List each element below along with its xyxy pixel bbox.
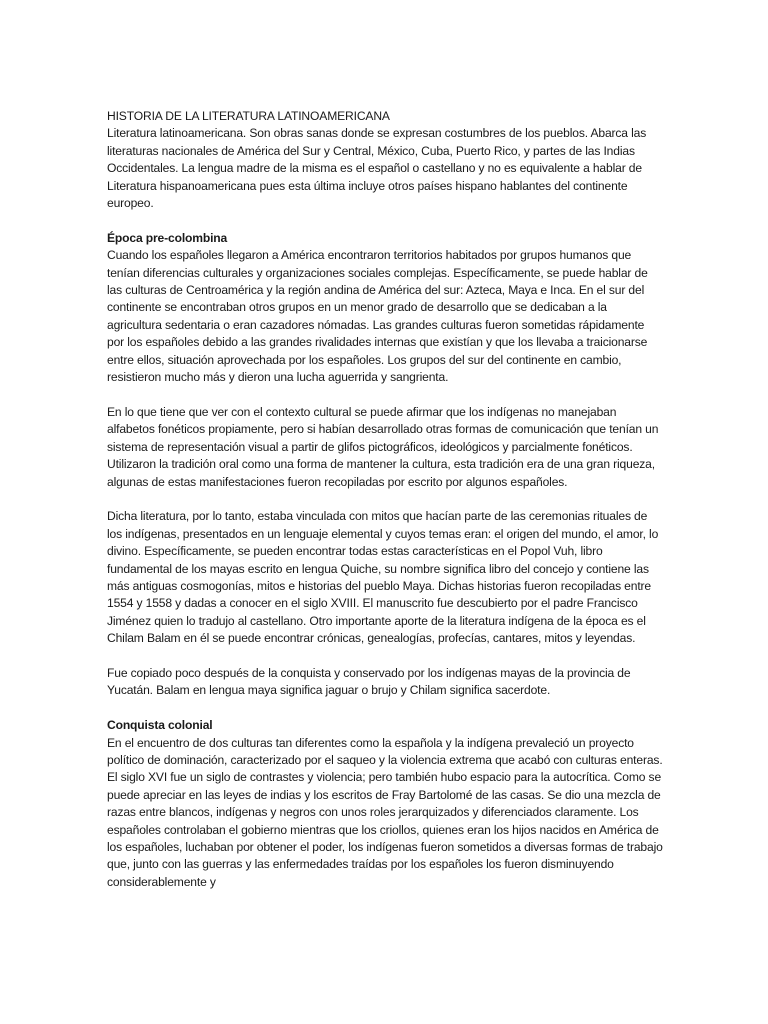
paragraph: Cuando los españoles llegaron a América encontraron territorios habitados por grupos humanos que tenían diferencias culturales y organizaciones sociales complejas. Específicamente, se puede hablar de las culturas de Centroamérica y la región andina de América del sur: Azteca, Maya e Inca. En el sur del continente se encontraban otros grupos en un menor grado de desarrollo que se dedicaban a la agricultura sedentaria o eran cazadores nómadas. Las grandes culturas fueron sometidas rápidamente por los españoles debido a las grandes rivalidades internas que existían y que los llevaba a traicionarse entre ellos, situación aprovechada por los españoles. Los grupos del sur del continente en cambio, resistieron mucho más y dieron una lucha aguerrida y sangrienta. (107, 248, 648, 385)
paragraph: En el encuentro de dos culturas tan diferentes como la española y la indígena prevaleció un proyecto político de dominación, caracterizado por el saqueo y la violencia extrema que acabó con culturas enteras. El siglo XVI fue un siglo de contrastes y violencia; pero también hubo espacio para la autocrítica. Como se puede apreciar en las leyes de indias y los escritos de Fray Bartolomé de las casas. Se dio una mezcla de razas entre blancos, indígenas y negros con unos roles jerarquizados y diferenciados claramente. Los españoles controlaban el gobierno mientras que los criollos, quienes eran los hijos nacidos en América de los españoles, luchaban por obtener el poder, los indígenas fueron sometidos a diversas formas de trabajo que, junto con las guerras y las enfermedades traídas por los españoles los fueron disminuyendo considerablemente y (107, 735, 663, 889)
spacer (107, 386, 663, 403)
spacer (107, 648, 663, 665)
spacer (107, 700, 663, 717)
document-page (107, 108, 663, 891)
intro-paragraph: Literatura latinoamericana. Son obras sanas donde se expresan costumbres de los pueblos. Abarca las literaturas nacionales de América del Sur y Central, México, Cuba, Puerto Rico, y partes de las Indias Occidentales. La lengua madre de la misma es el español o castellano y no es equivalente a hablar de Literatura hispanoamericana pues esta última incluye otros países hispano hablantes del continente europeo. (107, 126, 647, 211)
spacer (107, 212, 663, 229)
document-title: HISTORIA DE LA LITERATURA LATINOAMERICANA (107, 109, 390, 123)
spacer (107, 491, 663, 508)
section-heading-conquista-colonial: Conquista colonial (107, 718, 213, 733)
paragraph: En lo que tiene que ver con el contexto cultural se puede afirmar que los indígenas no manejaban alfabetos fonéticos propiamente, pero si habían desarrollado otras formas de comunicación que tenían un sistema de representación visual a partir de glifos pictográficos, ideológicos y parcialmente fonéticos. Utilizaron la tradición oral como una forma de mantener la cultura, esta tradición era de una gran riqueza, algunas de estas manifestaciones fueron recopiladas por escrito por algunos españoles. (107, 404, 659, 489)
paragraph: Dicha literatura, por lo tanto, estaba vinculada con mitos que hacían parte de las ceremonias rituales de los indígenas, presentados en un lenguaje elemental y cuyos temas eran: el origen del mundo, el amor, lo divino. Específicamente, se pueden encontrar todas estas características en el Popol Vuh, libro fundamental de los mayas escrito en lengua Quiche, su nombre significa libro del concejo y contiene las más antiguas cosmogonías, mitos e historias del pueblo Maya. Dichas historias fueron recopiladas entre 1554 y 1558 y dadas a conocer en el siglo XVIII. El manuscrito fue descubierto por el padre Francisco Jiménez quien lo tradujo al castellano. Otro importante aporte de la literatura indígena de la época es el Chilam Balam en él se puede encontrar crónicas, genealogías, profecías, cantares, mitos y leyendas. (107, 509, 659, 646)
section-heading-precolombina: Época pre-colombina (107, 230, 228, 245)
paragraph: Fue copiado poco después de la conquista y conservado por los indígenas mayas de la provincia de Yucatán. Balam en lengua maya significa jaguar o brujo y Chilam significa sacerdote. (107, 665, 631, 698)
